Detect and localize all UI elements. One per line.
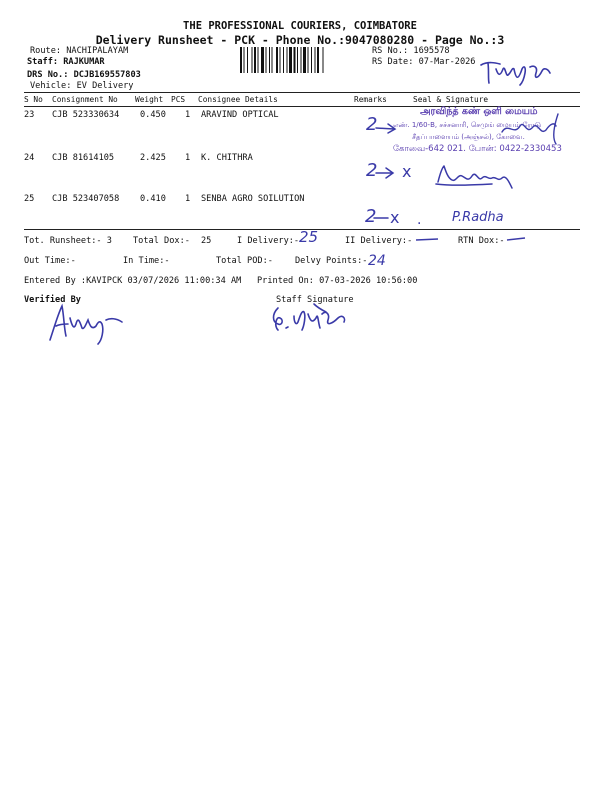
row-weight: 0.410 — [140, 194, 166, 204]
col-pcs: PCS — [171, 95, 186, 104]
seal-signature-name: P.Radha — [452, 210, 504, 225]
printed-on: Printed On: 07-03-2026 10:56:00 — [257, 276, 418, 286]
tot-runsheet: Tot. Runsheet:- 3 — [24, 236, 112, 246]
row-consignment: CJB 81614105 — [52, 153, 115, 163]
rs-date: RS Date: 07-Mar-2026 — [372, 57, 476, 67]
entered-by: Entered By :KAVIPCK 03/07/2026 11:00:34 AM — [24, 276, 242, 286]
row-dot-mark: . — [417, 212, 422, 228]
row-consignee: K. CHITHRA — [201, 153, 253, 163]
row-consignee: ARAVIND OPTICAL — [201, 110, 279, 120]
drs-number: DRS No.: DCJB169557803 — [27, 70, 141, 80]
col-remarks: Remarks — [354, 95, 387, 104]
row-consignment: CJB 523330634 — [52, 110, 120, 120]
company-title: THE PROFESSIONAL COURIERS, COIMBATORE — [183, 20, 417, 32]
row-x-mark: x — [390, 208, 400, 227]
delvy-points-label: Delvy Points:- — [295, 256, 368, 266]
header-top-rule — [24, 92, 580, 93]
remark-arrow-mark — [360, 118, 400, 138]
stamp-line: அரவிந்த் கண் ஒளி மையம் — [420, 106, 538, 117]
seal-signature-scribble — [500, 112, 570, 146]
row-consignment: CJB 523407058 — [52, 194, 120, 204]
total-dox-label: Total Dox:- — [133, 236, 190, 246]
col-weight: Weight — [135, 95, 164, 104]
i-delivery-value: 25 — [299, 228, 319, 246]
date-signature-scribble — [478, 55, 558, 87]
row-remark-handwritten: 2 — [365, 206, 377, 227]
i-delivery-label: I Delivery:- — [237, 236, 300, 246]
in-time-label: In Time:- — [123, 256, 170, 266]
row-sno: 24 — [24, 153, 35, 163]
row-pcs: 1 — [185, 153, 191, 163]
runsheet-subtitle: Delivery Runsheet - PCK - Phone No.:9047080280 - Page No.:3 — [95, 33, 505, 47]
row-remark-handwritten: 2 — [366, 160, 378, 181]
ii-delivery-dash — [414, 236, 442, 242]
vehicle-label: Vehicle: EV Delivery — [30, 81, 134, 91]
row-remark-handwritten: 2 — [366, 114, 378, 135]
row-weight: 0.450 — [140, 110, 166, 120]
row-x-mark: x — [402, 162, 412, 181]
row-weight: 2.425 — [140, 153, 166, 163]
staff-signature-scribble — [264, 300, 354, 336]
stamp-line: கோவை-642 021. போன்: 0422-2330453 — [393, 144, 562, 154]
remark-arrow-mark — [360, 208, 392, 228]
row-sno: 23 — [24, 110, 35, 120]
row-pcs: 1 — [185, 110, 191, 120]
staff-signature-label: Staff Signature — [276, 295, 354, 305]
seal-signature-scribble — [432, 160, 520, 192]
stamp-line: சீதப்பாளையம் (அஞ்சல்), கோவை. — [412, 133, 525, 141]
row-consignee: SENBA AGRO SOILUTION — [201, 194, 305, 204]
row-pcs: 1 — [185, 194, 191, 204]
ii-delivery-label: II Delivery:- — [345, 236, 413, 246]
total-pod-label: Total POD:- — [216, 256, 273, 266]
delvy-points-value: 24 — [368, 253, 386, 269]
route-label: Route: NACHIPALAYAM — [30, 46, 129, 56]
staff-label: Staff: RAJKUMAR — [27, 57, 105, 67]
barcode-image — [240, 47, 368, 73]
rtn-dox-dash — [505, 236, 529, 242]
rs-number: RS No.: 1695578 — [372, 46, 450, 56]
col-sno: S No — [24, 95, 43, 104]
rtn-dox-label: RTN Dox:- — [458, 236, 505, 246]
remark-arrow-mark — [362, 163, 398, 183]
verified-by-label: Verified By — [24, 295, 81, 305]
col-consignee: Consignee Details — [198, 95, 278, 104]
stamp-line: எண். 1/60-B, சச்சனாரி, செமுங் மையம் ரோடு — [393, 121, 541, 129]
col-consignment: Consignment No — [52, 95, 118, 104]
verified-by-signature — [40, 300, 130, 346]
row-sno: 25 — [24, 194, 35, 204]
col-seal-signature: Seal & Signature — [413, 95, 489, 104]
out-time-label: Out Time:- — [24, 256, 76, 266]
total-dox-value: 25 — [201, 236, 212, 246]
